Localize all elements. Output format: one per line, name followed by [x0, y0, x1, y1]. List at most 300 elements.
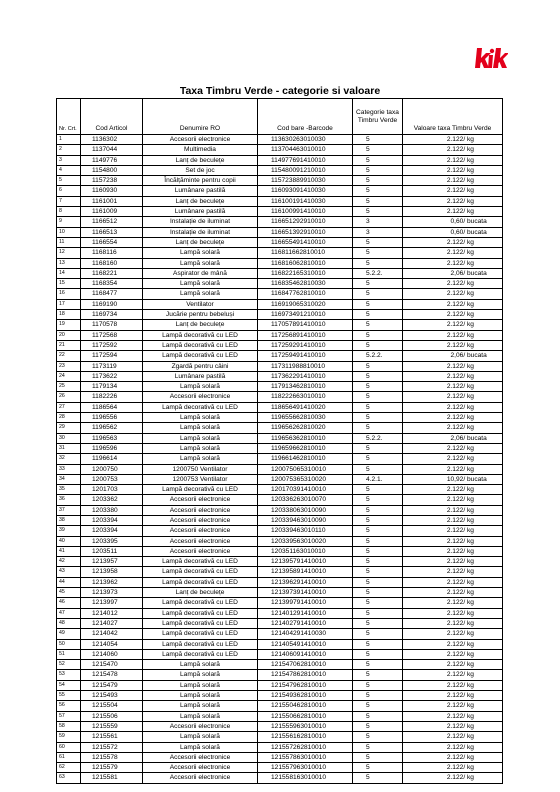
valoare-cell [403, 711, 503, 721]
valoare-amount: 2.122/ [446, 208, 466, 216]
barcode-cell: 121558163010010 [258, 773, 353, 783]
valoare-cell [403, 495, 503, 505]
table-row [57, 351, 503, 361]
barcode-cell: 121397391410010 [258, 588, 353, 598]
cod-articol-cell: 1182226 [81, 392, 143, 402]
categorie-cell: 5 [353, 402, 403, 412]
categorie-cell: 3 [353, 227, 403, 237]
valoare-cell [403, 536, 503, 546]
table-row [57, 371, 503, 381]
cod-articol-cell: 1172592 [81, 340, 143, 350]
table-row [57, 227, 503, 237]
valoare-unit: kg [467, 496, 474, 504]
cod-articol-cell: 1215559 [81, 721, 143, 731]
valoare-unit: kg [467, 238, 474, 246]
row-number: 22 [57, 351, 81, 361]
valoare-amount: 2.122/ [446, 733, 466, 741]
barcode-cell: 121402791410010 [258, 618, 353, 628]
categorie-cell: 5 [353, 382, 403, 392]
table-body [57, 135, 503, 784]
valoare-unit: kg [467, 527, 474, 535]
denumire-cell: Accesorii electronice [143, 546, 258, 556]
valoare-amount: 2.122/ [446, 177, 466, 185]
valoare-amount: 2.122/ [446, 712, 466, 720]
valoare-unit: kg [467, 661, 474, 669]
cod-articol-cell: 1169190 [81, 299, 143, 309]
barcode-cell: 121557963010010 [258, 763, 353, 773]
cod-articol-cell: 1214027 [81, 618, 143, 628]
table-row [57, 423, 503, 433]
row-number: 6 [57, 186, 81, 196]
valoare-amount: 2.122/ [446, 465, 466, 473]
valoare-cell [403, 732, 503, 742]
categorie-cell: 4.2.1. [353, 474, 403, 484]
denumire-cell: Lampă decorativă cu LED [143, 557, 258, 567]
categorie-cell: 5 [353, 279, 403, 289]
valoare-unit: kg [467, 506, 474, 514]
categorie-cell: 5 [353, 701, 403, 711]
valoare-cell [403, 567, 503, 577]
valoare-cell [403, 773, 503, 783]
barcode-cell: 114977691410010 [258, 155, 353, 165]
cod-articol-cell: 1136302 [81, 135, 143, 145]
cod-articol-cell: 1186564 [81, 402, 143, 412]
valoare-cell [403, 402, 503, 412]
denumire-cell: Lanț de beculețe [143, 588, 258, 598]
valoare-amount: 2.122/ [446, 692, 466, 700]
valoare-cell [403, 351, 503, 361]
row-number: 50 [57, 639, 81, 649]
table-row [57, 649, 503, 659]
valoare-amount: 2.122/ [446, 609, 466, 617]
valoare-amount: 2.122/ [446, 496, 466, 504]
valoare-unit: bucata [467, 475, 487, 483]
valoare-cell [403, 340, 503, 350]
valoare-amount: 2.122/ [446, 753, 466, 761]
valoare-unit: kg [467, 712, 474, 720]
table-row [57, 207, 503, 217]
row-number: 42 [57, 557, 81, 567]
denumire-cell: Lampă decorativă cu LED [143, 402, 258, 412]
valoare-cell [403, 165, 503, 175]
denumire-cell: 1200750 Ventilator [143, 464, 258, 474]
cod-articol-cell: 1196614 [81, 454, 143, 464]
valoare-unit: kg [467, 455, 474, 463]
row-number: 28 [57, 413, 81, 423]
valoare-amount: 2.122/ [446, 722, 466, 730]
categorie-cell: 5 [353, 155, 403, 165]
table-row [57, 310, 503, 320]
row-number: 25 [57, 382, 81, 392]
table-row [57, 639, 503, 649]
row-number: 9 [57, 217, 81, 227]
row-number: 14 [57, 268, 81, 278]
categorie-cell: 5 [353, 196, 403, 206]
categorie-cell: 5 [353, 443, 403, 453]
barcode-cell: 121556162810010 [258, 732, 353, 742]
categorie-cell: 5 [353, 536, 403, 546]
barcode-cell: 117259291410010 [258, 340, 353, 350]
categorie-cell: 5 [353, 577, 403, 587]
row-number: 36 [57, 495, 81, 505]
valoare-cell [403, 557, 503, 567]
denumire-cell: Ventilator [143, 299, 258, 309]
barcode-cell: 121404291410030 [258, 629, 353, 639]
cod-articol-cell: 1203362 [81, 495, 143, 505]
categorie-cell: 5 [353, 237, 403, 247]
cod-articol-cell: 1213958 [81, 567, 143, 577]
valoare-amount: 2.122/ [446, 156, 466, 164]
denumire-cell: Lampă decorativă cu LED [143, 351, 258, 361]
cod-articol-cell: 1169734 [81, 310, 143, 320]
header-valoare: Valoare taxa Timbru Verde [403, 99, 503, 135]
denumire-cell: Lampă solară [143, 443, 258, 453]
valoare-cell [403, 660, 503, 670]
valoare-cell [403, 135, 503, 145]
row-number: 41 [57, 546, 81, 556]
valoare-cell [403, 546, 503, 556]
barcode-cell: 113704463010010 [258, 145, 353, 155]
valoare-unit: kg [467, 537, 474, 545]
table-row [57, 145, 503, 155]
valoare-unit: kg [467, 733, 474, 741]
row-number: 15 [57, 279, 81, 289]
valoare-unit: kg [467, 743, 474, 751]
valoare-cell [403, 268, 503, 278]
categorie-cell: 5 [353, 330, 403, 340]
cod-articol-cell: 1203394 [81, 526, 143, 536]
table-row [57, 443, 503, 453]
header-denumire: Denumire RO [143, 99, 258, 135]
denumire-cell: Lanț de beculețe [143, 320, 258, 330]
table-row [57, 588, 503, 598]
denumire-cell: Multimedia [143, 145, 258, 155]
valoare-amount: 2.122/ [446, 743, 466, 751]
row-number: 57 [57, 711, 81, 721]
categorie-cell: 5 [353, 340, 403, 350]
denumire-cell: Lampă decorativă cu LED [143, 649, 258, 659]
valoare-amount: 2.122/ [446, 424, 466, 432]
barcode-cell: 116651292910010 [258, 217, 353, 227]
kik-logo-mark [474, 46, 508, 72]
cod-articol-cell: 1173622 [81, 371, 143, 381]
table-row [57, 557, 503, 567]
header-cod-articol: Cod Articol [81, 99, 143, 135]
table-row [57, 413, 503, 423]
kik-logo [474, 46, 508, 72]
barcode-cell: 121395891410010 [258, 567, 353, 577]
cod-articol-cell: 1166512 [81, 217, 143, 227]
barcode-cell: 120339463010110 [258, 526, 353, 536]
barcode-cell: 116919065310020 [258, 299, 353, 309]
row-number: 11 [57, 237, 81, 247]
barcode-cell: 121396291410010 [258, 577, 353, 587]
valoare-cell [403, 299, 503, 309]
denumire-cell: Lampă solară [143, 680, 258, 690]
cod-articol-cell: 1172568 [81, 330, 143, 340]
cod-articol-cell: 1215579 [81, 763, 143, 773]
row-number: 46 [57, 598, 81, 608]
row-number: 21 [57, 340, 81, 350]
row-number: 2 [57, 145, 81, 155]
row-number: 29 [57, 423, 81, 433]
row-number: 51 [57, 649, 81, 659]
valoare-unit: kg [467, 146, 474, 154]
valoare-cell [403, 763, 503, 773]
barcode-cell: 120075065310010 [258, 464, 353, 474]
cod-articol-cell: 1196562 [81, 423, 143, 433]
row-number: 30 [57, 433, 81, 443]
categorie-cell: 5 [353, 248, 403, 258]
valoare-unit: kg [467, 403, 474, 411]
row-number: 53 [57, 670, 81, 680]
categorie-cell: 5.2.2. [353, 351, 403, 361]
row-number: 1 [57, 135, 81, 145]
valoare-amount: 2.122/ [446, 568, 466, 576]
denumire-cell: Lampă solară [143, 742, 258, 752]
valoare-amount: 2.122/ [446, 311, 466, 319]
denumire-cell: Accesorii electronice [143, 505, 258, 515]
barcode-cell: 116100191410030 [258, 196, 353, 206]
valoare-unit: bucata [467, 269, 487, 277]
cod-articol-cell: 1203380 [81, 505, 143, 515]
barcode-cell: 121399791410010 [258, 598, 353, 608]
categorie-cell: 5 [353, 505, 403, 515]
table-row [57, 135, 503, 145]
row-number: 52 [57, 660, 81, 670]
row-number: 60 [57, 742, 81, 752]
cod-articol-cell: 1170578 [81, 320, 143, 330]
valoare-cell [403, 598, 503, 608]
valoare-amount: 2.122/ [446, 136, 466, 143]
valoare-amount: 2.122/ [446, 300, 466, 308]
valoare-amount: 2.122/ [446, 166, 466, 174]
categorie-cell: 5 [353, 526, 403, 536]
barcode-cell: 121547862810010 [258, 670, 353, 680]
cod-articol-cell: 1168160 [81, 258, 143, 268]
barcode-cell: 121550462810010 [258, 701, 353, 711]
cod-articol-cell: 1196596 [81, 443, 143, 453]
row-number: 10 [57, 227, 81, 237]
barcode-cell: 120351163010010 [258, 546, 353, 556]
categorie-cell: 5.2.2. [353, 433, 403, 443]
row-number: 26 [57, 392, 81, 402]
valoare-cell [403, 464, 503, 474]
denumire-cell: Lampă solară [143, 289, 258, 299]
cod-articol-cell: 1200753 [81, 474, 143, 484]
cod-articol-cell: 1215470 [81, 660, 143, 670]
valoare-unit: kg [467, 362, 474, 370]
barcode-cell: 121405491410010 [258, 639, 353, 649]
row-number: 18 [57, 310, 81, 320]
cod-articol-cell: 1200750 [81, 464, 143, 474]
denumire-cell: Lanț de beculețe [143, 196, 258, 206]
denumire-cell: Accesorii electronice [143, 721, 258, 731]
denumire-cell: Lanț de beculețe [143, 237, 258, 247]
cod-articol-cell: 1203394 [81, 515, 143, 525]
cod-articol-cell: 1215581 [81, 773, 143, 783]
denumire-cell: Lumânare pastilă [143, 207, 258, 217]
valoare-amount: 2.122/ [446, 146, 466, 154]
valoare-unit: kg [467, 156, 474, 164]
table-row [57, 186, 503, 196]
valoare-cell [403, 196, 503, 206]
table-row [57, 258, 503, 268]
categorie-cell: 5 [353, 495, 403, 505]
valoare-amount: 2.122/ [446, 197, 466, 205]
valoare-cell [403, 382, 503, 392]
valoare-amount: 2.122/ [446, 558, 466, 566]
valoare-cell [403, 485, 503, 495]
barcode-cell: 120339463010090 [258, 515, 353, 525]
row-number: 19 [57, 320, 81, 330]
valoare-amount: 2.122/ [446, 774, 466, 782]
valoare-unit: kg [467, 753, 474, 761]
table-row [57, 608, 503, 618]
table-row [57, 701, 503, 711]
row-number: 62 [57, 763, 81, 773]
cod-articol-cell: 1166554 [81, 237, 143, 247]
valoare-amount: 2.122/ [446, 362, 466, 370]
categorie-cell: 5 [353, 320, 403, 330]
valoare-amount: 2.122/ [446, 650, 466, 658]
valoare-amount: 0,60/ [450, 218, 466, 226]
valoare-cell [403, 742, 503, 752]
valoare-unit: bucata [467, 352, 487, 360]
valoare-amount: 2.122/ [446, 619, 466, 627]
cod-articol-cell: 1215478 [81, 670, 143, 680]
table-row [57, 289, 503, 299]
denumire-cell: Lampă solară [143, 433, 258, 443]
row-number: 32 [57, 454, 81, 464]
cod-articol-cell: 1215504 [81, 701, 143, 711]
denumire-cell: Lampă solară [143, 258, 258, 268]
barcode-cell: 117259491410010 [258, 351, 353, 361]
valoare-amount: 2.122/ [446, 640, 466, 648]
valoare-amount: 2.122/ [446, 486, 466, 494]
table-row [57, 330, 503, 340]
valoare-cell [403, 701, 503, 711]
categorie-cell: 5 [353, 629, 403, 639]
valoare-unit: kg [467, 424, 474, 432]
barcode-cell: 116093091410030 [258, 186, 353, 196]
valoare-unit: kg [467, 722, 474, 730]
valoare-amount: 2.122/ [446, 290, 466, 298]
cod-articol-cell: 1215572 [81, 742, 143, 752]
valoare-unit: kg [467, 640, 474, 648]
categorie-cell: 5 [353, 176, 403, 186]
denumire-cell: Lampă solară [143, 423, 258, 433]
categorie-cell: 5 [353, 413, 403, 423]
categorie-cell: 5 [353, 485, 403, 495]
header-nr: Nr. Crt. [57, 99, 81, 135]
row-number: 59 [57, 732, 81, 742]
denumire-cell: Lampă solară [143, 670, 258, 680]
table-row [57, 711, 503, 721]
valoare-unit: kg [467, 280, 474, 288]
denumire-cell: Accesorii electronice [143, 763, 258, 773]
table-row [57, 598, 503, 608]
cod-articol-cell: 1203395 [81, 536, 143, 546]
barcode-cell: 121549362810010 [258, 691, 353, 701]
valoare-cell [403, 639, 503, 649]
valoare-amount: 2.122/ [446, 671, 466, 679]
barcode-cell: 116973491210010 [258, 310, 353, 320]
row-number: 61 [57, 752, 81, 762]
valoare-cell [403, 721, 503, 731]
denumire-cell: Accesorii electronice [143, 135, 258, 145]
valoare-unit: kg [467, 249, 474, 257]
valoare-cell [403, 588, 503, 598]
table-row [57, 680, 503, 690]
table-row [57, 268, 503, 278]
categorie-cell: 5 [353, 598, 403, 608]
table-row [57, 237, 503, 247]
valoare-amount: 2.122/ [446, 506, 466, 514]
denumire-cell: Lampă decorativă cu LED [143, 618, 258, 628]
categorie-cell: 3 [353, 217, 403, 227]
barcode-cell: 118222663010010 [258, 392, 353, 402]
barcode-cell: 121547962810010 [258, 680, 353, 690]
valoare-amount: 2.122/ [446, 280, 466, 288]
barcode-cell: 116651392910010 [258, 227, 353, 237]
valoare-cell [403, 186, 503, 196]
valoare-cell [403, 618, 503, 628]
denumire-cell: Lampă solară [143, 691, 258, 701]
valoare-cell [403, 577, 503, 587]
row-number: 54 [57, 680, 81, 690]
categorie-cell: 5 [353, 546, 403, 556]
valoare-cell [403, 155, 503, 165]
row-number: 45 [57, 588, 81, 598]
valoare-unit: kg [467, 558, 474, 566]
denumire-cell: Accesorii electronice [143, 392, 258, 402]
valoare-amount: 2.122/ [446, 578, 466, 586]
cod-articol-cell: 1201703 [81, 485, 143, 495]
row-number: 37 [57, 505, 81, 515]
row-number: 4 [57, 165, 81, 175]
valoare-amount: 2.122/ [446, 547, 466, 555]
row-number: 33 [57, 464, 81, 474]
barcode-cell: 117311988810010 [258, 361, 353, 371]
cod-articol-cell: 1214060 [81, 649, 143, 659]
denumire-cell: Lampă solară [143, 711, 258, 721]
row-number: 24 [57, 371, 81, 381]
row-number: 16 [57, 289, 81, 299]
cod-articol-cell: 1168221 [81, 268, 143, 278]
row-number: 8 [57, 207, 81, 217]
valoare-cell [403, 629, 503, 639]
table-row [57, 454, 503, 464]
denumire-cell: Accesorii electronice [143, 752, 258, 762]
cod-articol-cell: 1213973 [81, 588, 143, 598]
categorie-cell: 5 [353, 763, 403, 773]
table-row [57, 670, 503, 680]
valoare-cell [403, 176, 503, 186]
row-number: 7 [57, 196, 81, 206]
valoare-cell [403, 443, 503, 453]
barcode-cell: 120338063010090 [258, 505, 353, 515]
valoare-amount: 2.122/ [446, 383, 466, 391]
categorie-cell: 5 [353, 680, 403, 690]
valoare-unit: kg [467, 774, 474, 782]
cod-articol-cell: 1154800 [81, 165, 143, 175]
valoare-unit: bucata [467, 434, 487, 442]
row-number: 44 [57, 577, 81, 587]
cod-articol-cell: 1214012 [81, 608, 143, 618]
barcode-cell: 120336263010070 [258, 495, 353, 505]
page-title: Taxa Timbru Verde - categorie si valoare [179, 85, 381, 97]
